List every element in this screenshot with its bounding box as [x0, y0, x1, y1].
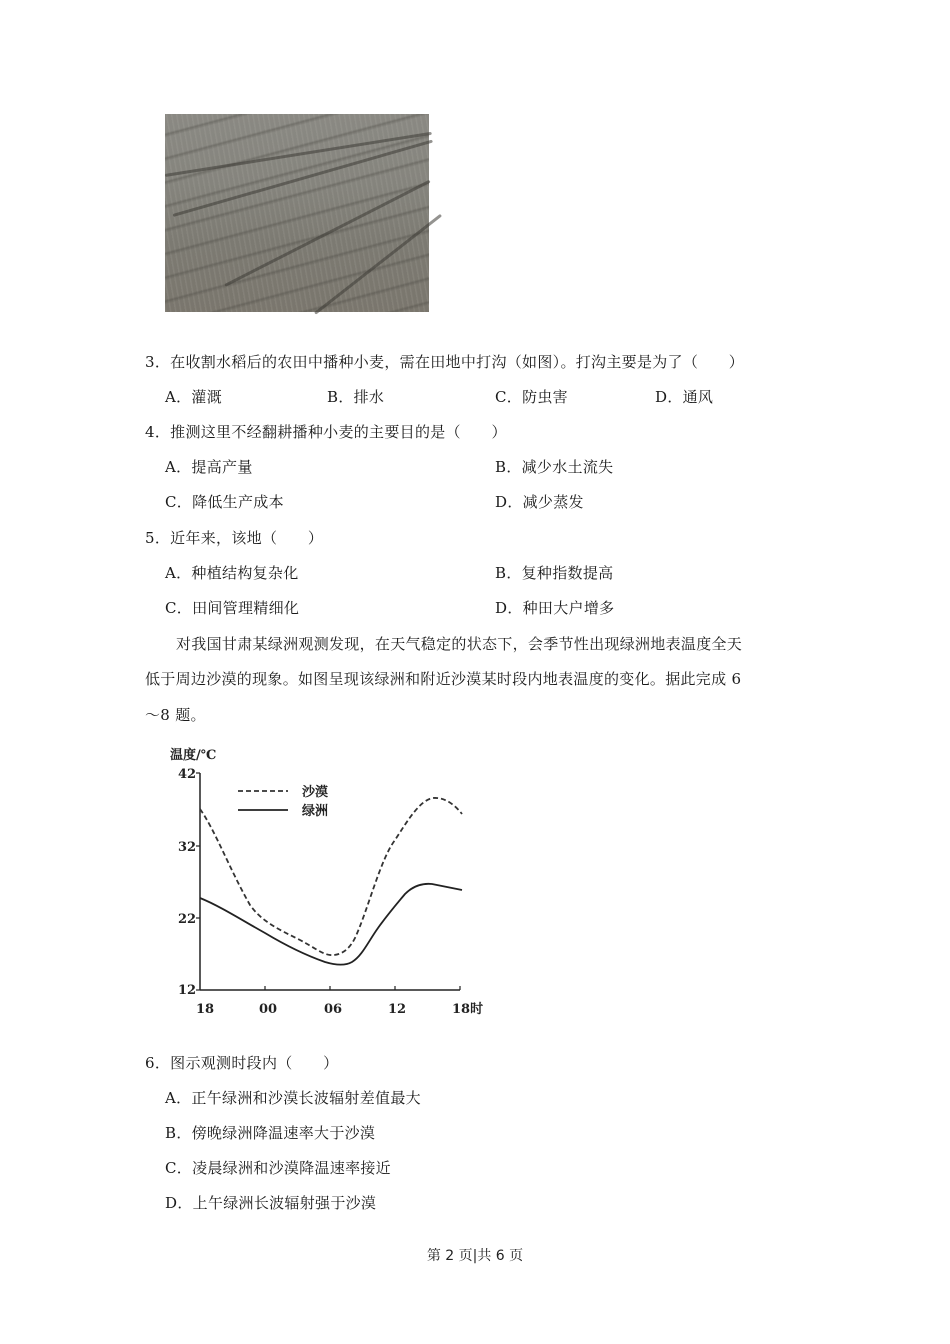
q4-option-b: B．减少水土流失	[495, 458, 614, 476]
q3-option-b: B．排水	[327, 388, 385, 406]
field-furrow-photo	[165, 114, 429, 312]
q3-option-c: C．防虫害	[495, 388, 568, 406]
x-tick-18: 18	[196, 1002, 215, 1017]
y-axis-label: 温度/℃	[170, 748, 217, 763]
y-tick-42: 42	[178, 767, 197, 782]
oasis-curve	[200, 884, 462, 965]
y-tick-12: 12	[178, 983, 197, 998]
question-4-stem: 4．推测这里不经翻耕播种小麦的主要目的是（ ）	[145, 423, 507, 441]
q6-option-c: C．凌晨绿洲和沙漠降温速率接近	[165, 1159, 391, 1177]
question-3-stem: 3．在收割水稻后的农田中播种小麦，需在田地中打沟（如图）。打沟主要是为了（ ）	[145, 353, 745, 371]
desert-curve	[200, 798, 462, 955]
q5-option-b: B．复种指数提高	[495, 564, 614, 582]
q4-option-a: A．提高产量	[165, 458, 253, 476]
q4-option-c: C．降低生产成本	[165, 493, 284, 511]
q4-option-d: D．减少蒸发	[495, 493, 584, 511]
q5-option-c: C．田间管理精细化	[165, 599, 300, 617]
y-tick-32: 32	[178, 840, 197, 855]
x-tick-18-end: 18时	[452, 1002, 484, 1017]
passage-line-2: 低于周边沙漠的现象。如图呈现该绿洲和附近沙漠某时段内地表温度的变化。据此完成 6	[145, 670, 742, 688]
passage-line-3: ～8 题。	[145, 706, 206, 724]
q6-option-b: B．傍晚绿洲降温速率大于沙漠	[165, 1124, 376, 1142]
temperature-chart	[165, 740, 505, 1025]
q3-option-d: D．通风	[655, 388, 714, 406]
y-tick-22: 22	[178, 912, 197, 927]
x-tick-12: 12	[388, 1002, 407, 1017]
q5-option-a: A．种植结构复杂化	[165, 564, 299, 582]
question-5-stem: 5．近年来，该地（ ）	[145, 529, 324, 547]
passage-line-1: 对我国甘肃某绿洲观测发现，在天气稳定的状态下，会季节性出现绿洲地表温度全天	[176, 635, 743, 653]
legend-desert-label: 沙漠	[302, 785, 329, 800]
x-tick-00: 00	[259, 1002, 278, 1017]
q6-option-d: D．上午绿洲长波辐射强于沙漠	[165, 1194, 377, 1212]
legend-oasis-label: 绿洲	[302, 804, 329, 819]
x-tick-06: 06	[324, 1002, 343, 1017]
question-6-stem: 6．图示观测时段内（ ）	[145, 1054, 339, 1072]
q6-option-a: A．正午绿洲和沙漠长波辐射差值最大	[165, 1089, 421, 1107]
q5-option-d: D．种田大户增多	[495, 599, 615, 617]
page-footer: 第 2 页|共 6 页	[426, 1248, 524, 1264]
q3-option-a: A．灌溉	[165, 388, 223, 406]
